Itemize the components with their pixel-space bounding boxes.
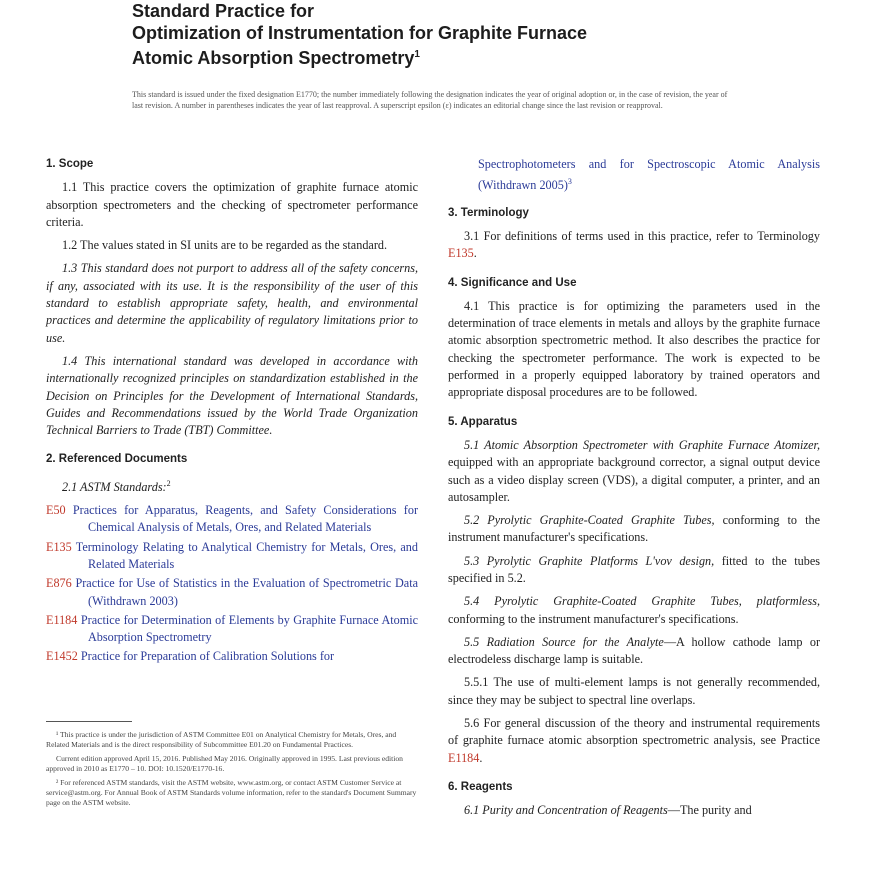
section-6-heading: 6. Reagents — [448, 780, 513, 793]
para-1-4: 1.4 This international standard was developed in accordance with internationally recognized principles on standardization established in the Decision on Principles for the Development of International Standards, Guides and Recommendations issued by the World Trade Organization Technical Barriers to Trade (TBT) Committee. — [46, 353, 418, 438]
para-3-1-text: 3.1 For definitions of terms used in this practice, refer to Terminology — [464, 228, 820, 243]
reference-item[interactable] — [46, 612, 418, 647]
footnotes — [46, 730, 418, 812]
reference-item[interactable] — [46, 575, 418, 610]
para-5-5-1: 5.5.1 The use of multi-element lamps is not generally recommended, since they may be subject to spectral line overlaps. — [448, 675, 820, 707]
reference-title[interactable]: Practices for Apparatus, Reagents, and Safety Considerations for Chemical Analysis of Metals, Ores, and Related Materials — [72, 503, 419, 535]
footnote-divider — [46, 721, 132, 722]
terminology-link[interactable]: E135 — [448, 246, 474, 261]
title-line-1: Standard Practice for — [132, 1, 315, 21]
section-4-heading: 4. Significance and Use — [448, 276, 577, 289]
para-5-4-text: conforming to the instrument manufacturer's specifications. — [448, 611, 739, 626]
para-6-1-text: —The purity and — [667, 803, 752, 818]
footnote-edition: Current edition approved April 15, 2016. Published May 2016. Originally approved in 1995. Last previous edition approved in 2010 as E1770 – 10. DOI: 10.1520/E1770-16. — [46, 754, 403, 773]
para-5-5-label: 5.5 Radiation Source for the Analyte — [464, 634, 664, 649]
reference-continuation-mark: 3 — [567, 177, 572, 187]
reference-title[interactable]: Terminology Relating to Analytical Chemistry for Metals, Ores, and Related Materials — [75, 539, 418, 571]
para-5-4-label: 5.4 Pyrolytic Graphite-Coated Graphite Tubes, platformless, — [464, 594, 820, 609]
reference-code[interactable]: E876 — [46, 576, 72, 591]
practice-link[interactable]: E1184 — [448, 750, 480, 765]
para-1-3: 1.3 This standard does not purport to address all of the safety concerns, if any, associated with its use. It is the responsibility of the user of this standard to establish appropriate safety, health, and environmental practices and determine the applicability of regulatory limitations prior to use. — [46, 261, 418, 345]
para-2-1-mark: 2 — [166, 478, 171, 488]
para-5-3 — [448, 553, 820, 588]
footnote-2: ² For referenced ASTM standards, visit the ASTM website, www.astm.org, or contact ASTM Customer Service at service@astm.org. For Annual Book of ASTM Standards volume information, refer to the standard's Document Summary page on the ASTM website. — [46, 778, 417, 807]
para-1-1: 1.1 This practice covers the optimization of graphite furnace atomic absorption spectrometers and the checking of spectrometer performance criteria. — [46, 180, 418, 229]
para-5-2-label: 5.2 Pyrolytic Graphite-Coated Graphite Tubes, — [464, 513, 715, 528]
para-5-5-text: —A hollow cathode lamp or electrodeless discharge lamp is suitable. — [448, 634, 820, 667]
para-5-2-text: conforming to the instrument manufacturer's specifications. — [448, 513, 820, 545]
reference-title[interactable]: Practice for Determination of Elements by Graphite Furnace Atomic Absorption Spectrometry — [80, 612, 418, 645]
footnote-1: ¹ This practice is under the jurisdiction of ASTM Committee E01 on Analytical Chemistry for Metals, Ores, and Related Materials and is the direct responsibility of Subcommittee E01.20 on Fundamental Practices. — [46, 730, 397, 749]
reference-code[interactable]: E135 — [46, 539, 72, 554]
para-5-5 — [448, 634, 820, 669]
para-2-1-text: 2.1 ASTM Standards: — [62, 479, 167, 494]
section-3-heading: 3. Terminology — [448, 206, 529, 219]
para-5-1 — [448, 437, 820, 506]
para-3-1: 3.1 For definitions of terms used in this practice, refer to Terminology E135. — [448, 228, 820, 261]
reference-code[interactable]: E1452 — [46, 649, 78, 664]
title-line-3-text: Atomic Absorption Spectrometry — [132, 48, 415, 68]
section-5-heading: 5. Apparatus — [448, 415, 518, 428]
section-1-heading: 1. Scope — [46, 158, 94, 170]
left-column — [46, 156, 418, 668]
reference-code[interactable]: E1184 — [46, 612, 78, 627]
para-5-4 — [448, 593, 820, 628]
para-1-2: 1.2 The values stated in SI units are to be regarded as the standard. — [62, 238, 388, 253]
reference-title[interactable]: Practice for Use of Statistics in the Evaluation of Spectrometric Data (Withdrawn 2003) — [75, 576, 419, 608]
para-5-1-label: 5.1 Atomic Absorption Spectrometer with Graphite Furnace Atomizer, — [464, 437, 820, 452]
document-title — [132, 0, 772, 69]
para-5-2 — [448, 512, 820, 547]
title-footnote-mark: 1 — [414, 49, 420, 60]
para-5-1-text: equipped with an appropriate background corrector, a signal output device such as a video display screen (VDS), a digital computer, a printer, and an autosampler. — [448, 455, 820, 504]
reference-title[interactable]: Practice for Preparation of Calibration Solutions for — [80, 649, 335, 664]
reference-code[interactable]: E50 — [46, 503, 66, 518]
title-line-3 — [132, 44, 772, 69]
title-line-2: Optimization of Instrumentation for Graphite Furnace — [132, 23, 588, 43]
reference-item[interactable] — [46, 502, 418, 537]
para-5-6: 5.6 For general discussion of the theory and instrumental requirements of graphite furnace atomic absorption spectrometric analysis, see Practice E1184. — [448, 716, 820, 765]
reference-item[interactable] — [46, 539, 418, 574]
para-5-3-text: fitted to the tubes specified in 5.2. — [448, 553, 820, 585]
para-4-1: 4.1 This practice is for optimizing the parameters used in the determination of trace elements in metals and alloys by the graphite furnace atomic absorption spectrometric method. It also describes the practice for checking the spectrometer performance. The work is expected to be performed in a properly equipped laboratory by trained operators and appropriate disposal procedures are to be followed. — [448, 298, 820, 400]
designation-notice: This standard is issued under the fixed designation E1770; the number immediately following the designation indicates the year of original adoption or, in the case of revision, the year of last revision. A number in parentheses indicates the year of last reapproval. A superscript epsilon (ε) indicates an editorial change since the last revision or reapproval. — [132, 90, 728, 110]
reference-continuation-text[interactable]: Spectrophotometers and for Spectroscopic Atomic Analysis (Withdrawn 2005) — [478, 157, 820, 193]
para-2-1 — [46, 475, 418, 496]
para-5-6-text: 5.6 For general discussion of the theory and instrumental requirements of graphite furnace atomic absorption spectrometric analysis, see Practice — [448, 716, 820, 748]
reference-continuation[interactable] — [448, 156, 820, 195]
para-6-1-label: 6.1 Purity and Concentration of Reagents — [464, 803, 668, 818]
para-5-3-label: 5.3 Pyrolytic Graphite Platforms L'vov design, — [464, 553, 715, 568]
reference-item[interactable] — [46, 648, 418, 665]
para-6-1 — [448, 802, 820, 819]
right-column — [448, 156, 820, 826]
section-2-heading: 2. Referenced Documents — [46, 453, 188, 466]
